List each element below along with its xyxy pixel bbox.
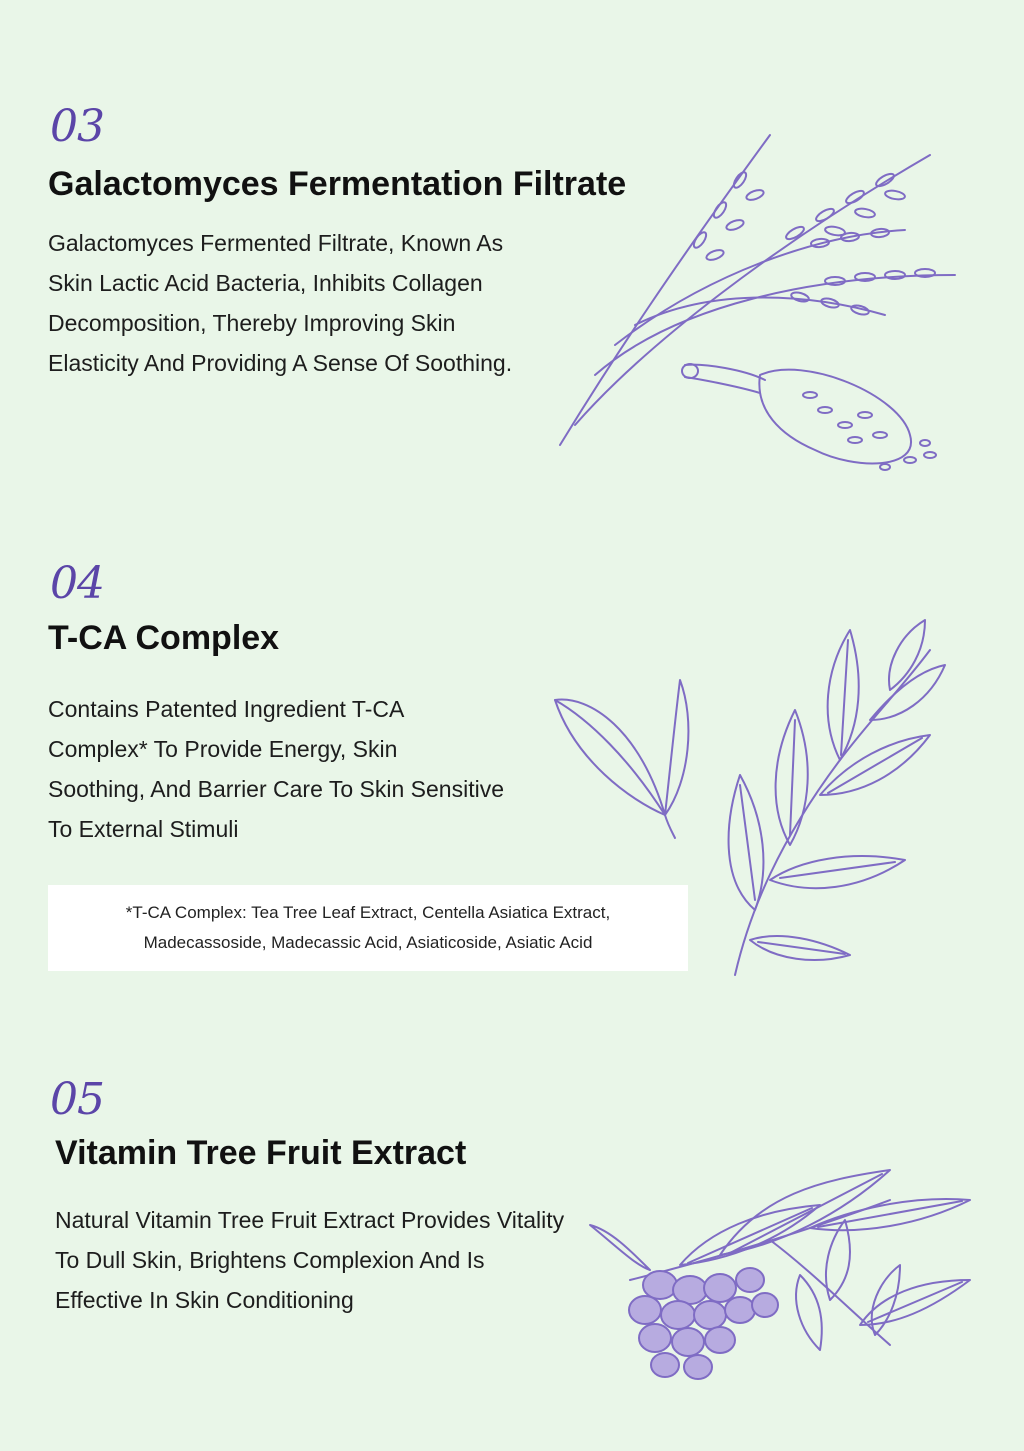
- section-title: Vitamin Tree Fruit Extract: [55, 1134, 467, 1172]
- body-line: Decomposition, Thereby Improving Skin: [48, 310, 456, 336]
- body-line: Elasticity And Providing A Sense Of Soothing.: [48, 350, 513, 376]
- footnote-line: Madecassoside, Madecassic Acid, Asiaticoside, Asiatic Acid: [143, 933, 593, 952]
- body-line: To Dull Skin, Brightens Complexion And Is: [55, 1247, 485, 1273]
- body-line: Effective In Skin Conditioning: [55, 1287, 354, 1313]
- body-line: Galactomyces Fermented Filtrate, Known As: [48, 230, 504, 256]
- section-body: [48, 223, 512, 383]
- section-body: [48, 689, 504, 849]
- section-number: 03: [50, 101, 104, 152]
- body-line: Complex* To Provide Energy, Skin: [48, 736, 398, 762]
- footnote-line: *T-CA Complex: Tea Tree Leaf Extract, Centella Asiatica Extract,: [125, 903, 611, 922]
- sea-buckthorn-branch-icon: [590, 1170, 980, 1380]
- section-05: [0, 1020, 1024, 1451]
- section-number: 04: [50, 558, 104, 609]
- body-line: Skin Lactic Acid Bacteria, Inhibits Collagen: [48, 270, 483, 296]
- section-04: [0, 480, 1024, 1020]
- tea-tree-leaves-icon: [550, 610, 970, 980]
- body-line: Soothing, And Barrier Care To Skin Sensitive: [48, 776, 504, 802]
- section-title: T-CA Complex: [48, 619, 280, 657]
- section-title: Galactomyces Fermentation Filtrate: [48, 165, 627, 203]
- rice-stalk-and-scoop-icon: [555, 125, 975, 475]
- body-line: Natural Vitamin Tree Fruit Extract Provides Vitality: [55, 1207, 565, 1233]
- section-number: 05: [50, 1074, 104, 1125]
- section-body: [55, 1200, 564, 1320]
- body-line: Contains Patented Ingredient T-CA: [48, 696, 405, 722]
- section-03: [0, 0, 1024, 480]
- body-line: To External Stimuli: [48, 816, 239, 842]
